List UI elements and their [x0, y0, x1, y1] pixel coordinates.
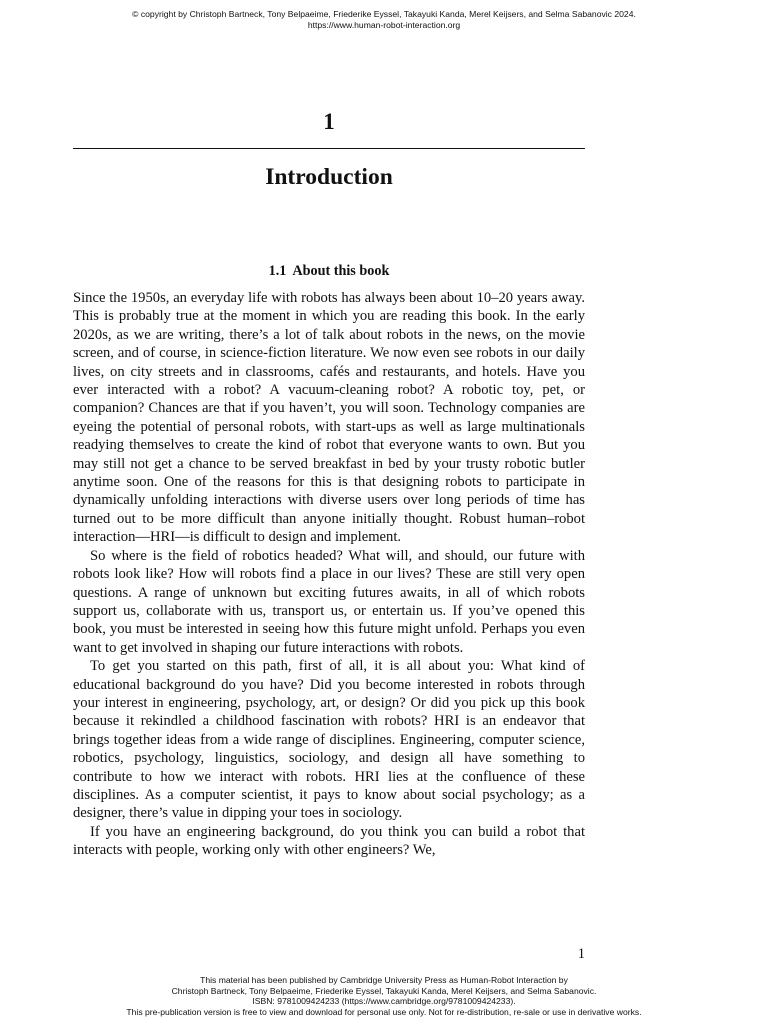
paragraph: Since the 1950s, an everyday life with robots has always been about 10–20 years away. This is probably true at the moment in which you are reading this book. In the early 2020s, as we are writing, there’s a lot of talk about robots in the news, on the movie screen, and of course, in science-fiction literature. We now even see robots in our daily lives, on city streets and in classrooms, cafés and restaurants, and hotels. Have you ever interacted with a robot? A vacuum-cleaning robot? A robotic toy, pet, or companion? Chances are that if you haven’t, you will soon. Technology companies are eyeing the potential of personal robots, with start-ups as well as large multinationals readying themselves to create the kind of robot that everyone wants to own. But you may still not get a chance to be served breakfast in bed by your trusty robotic butler anytime soon. One of the reasons for this is that designing robots to participate in dynamically unfolding interactions with diverse users over long periods of time has turned out to be more difficult than anyone initially thought. Robust human–robot interaction—HRI—is difficult to design and implement. — [73, 290, 585, 546]
chapter-number: 1 — [323, 109, 335, 134]
footer-license: This pre-publication version is free to view and download for personal use only. Not for re-distribution, re-sale or use in derivative works. — [126, 1006, 642, 1017]
body-text — [73, 289, 585, 860]
copyright-header — [0, 9, 768, 31]
paragraph: If you have an engineering background, do you think you can build a robot that interacts with people, working only with other engineers? We, — [73, 823, 585, 859]
website-url: https://www.human-robot-interaction.org — [307, 20, 461, 30]
chapter-title: Introduction — [265, 164, 393, 190]
section-title: About this book — [292, 263, 390, 279]
section-heading — [73, 262, 585, 280]
page-number: 1 — [577, 946, 585, 962]
copyright-line: © copyright by Christoph Bartneck, Tony Belpaeime, Friederike Eyssel, Takayuki Kanda, Merel Keijsers, and Selma Sabanovic 2024. — [132, 9, 636, 19]
paragraph: To get you started on this path, first of all, it is all about you: What kind of educational background do you have? Did you become interested in robots through your interest in engineering, psychology, art, or design? Or did you pick up this book because it rekindled a childhood fascination with robots? HRI is an endeavor that brings together ideas from a wide range of disciplines. Engineering, computer science, robotics, psychology, linguistics, sociology, and design all have something to contribute to how we interact with robots. HRI lies at the confluence of these disciplines. As a computer scientist, it pays to know about social psychology; as a designer, there’s value in dipping your toes in sociology. — [73, 658, 585, 822]
publication-footer — [0, 975, 768, 1017]
paragraph: So where is the field of robotics headed? What will, and should, our future with robots look like? How will robots find a place in our lives? These are still very open questions. A range of unknown but exciting futures awaits, in all of which robots support us, collaborate with us, transport us, or entertain us. If you’ve opened this book, you must be interested in seeing how this future might unfold. Perhaps you even want to get involved in shaping our future interactions with robots. — [73, 547, 585, 656]
chapter-divider — [73, 148, 585, 149]
footer-isbn: ISBN: 9781009424233 (https://www.cambridge.org/9781009424233). — [252, 996, 516, 1007]
footer-line: Christoph Bartneck, Tony Belpaeime, Friederike Eyssel, Takayuki Kanda, Merel Keijsers, and Selma Sabanovic. — [171, 985, 597, 996]
section-number: 1.1 — [268, 263, 287, 279]
footer-line: This material has been published by Cambridge University Press as Human-Robot Interaction by — [200, 975, 568, 985]
